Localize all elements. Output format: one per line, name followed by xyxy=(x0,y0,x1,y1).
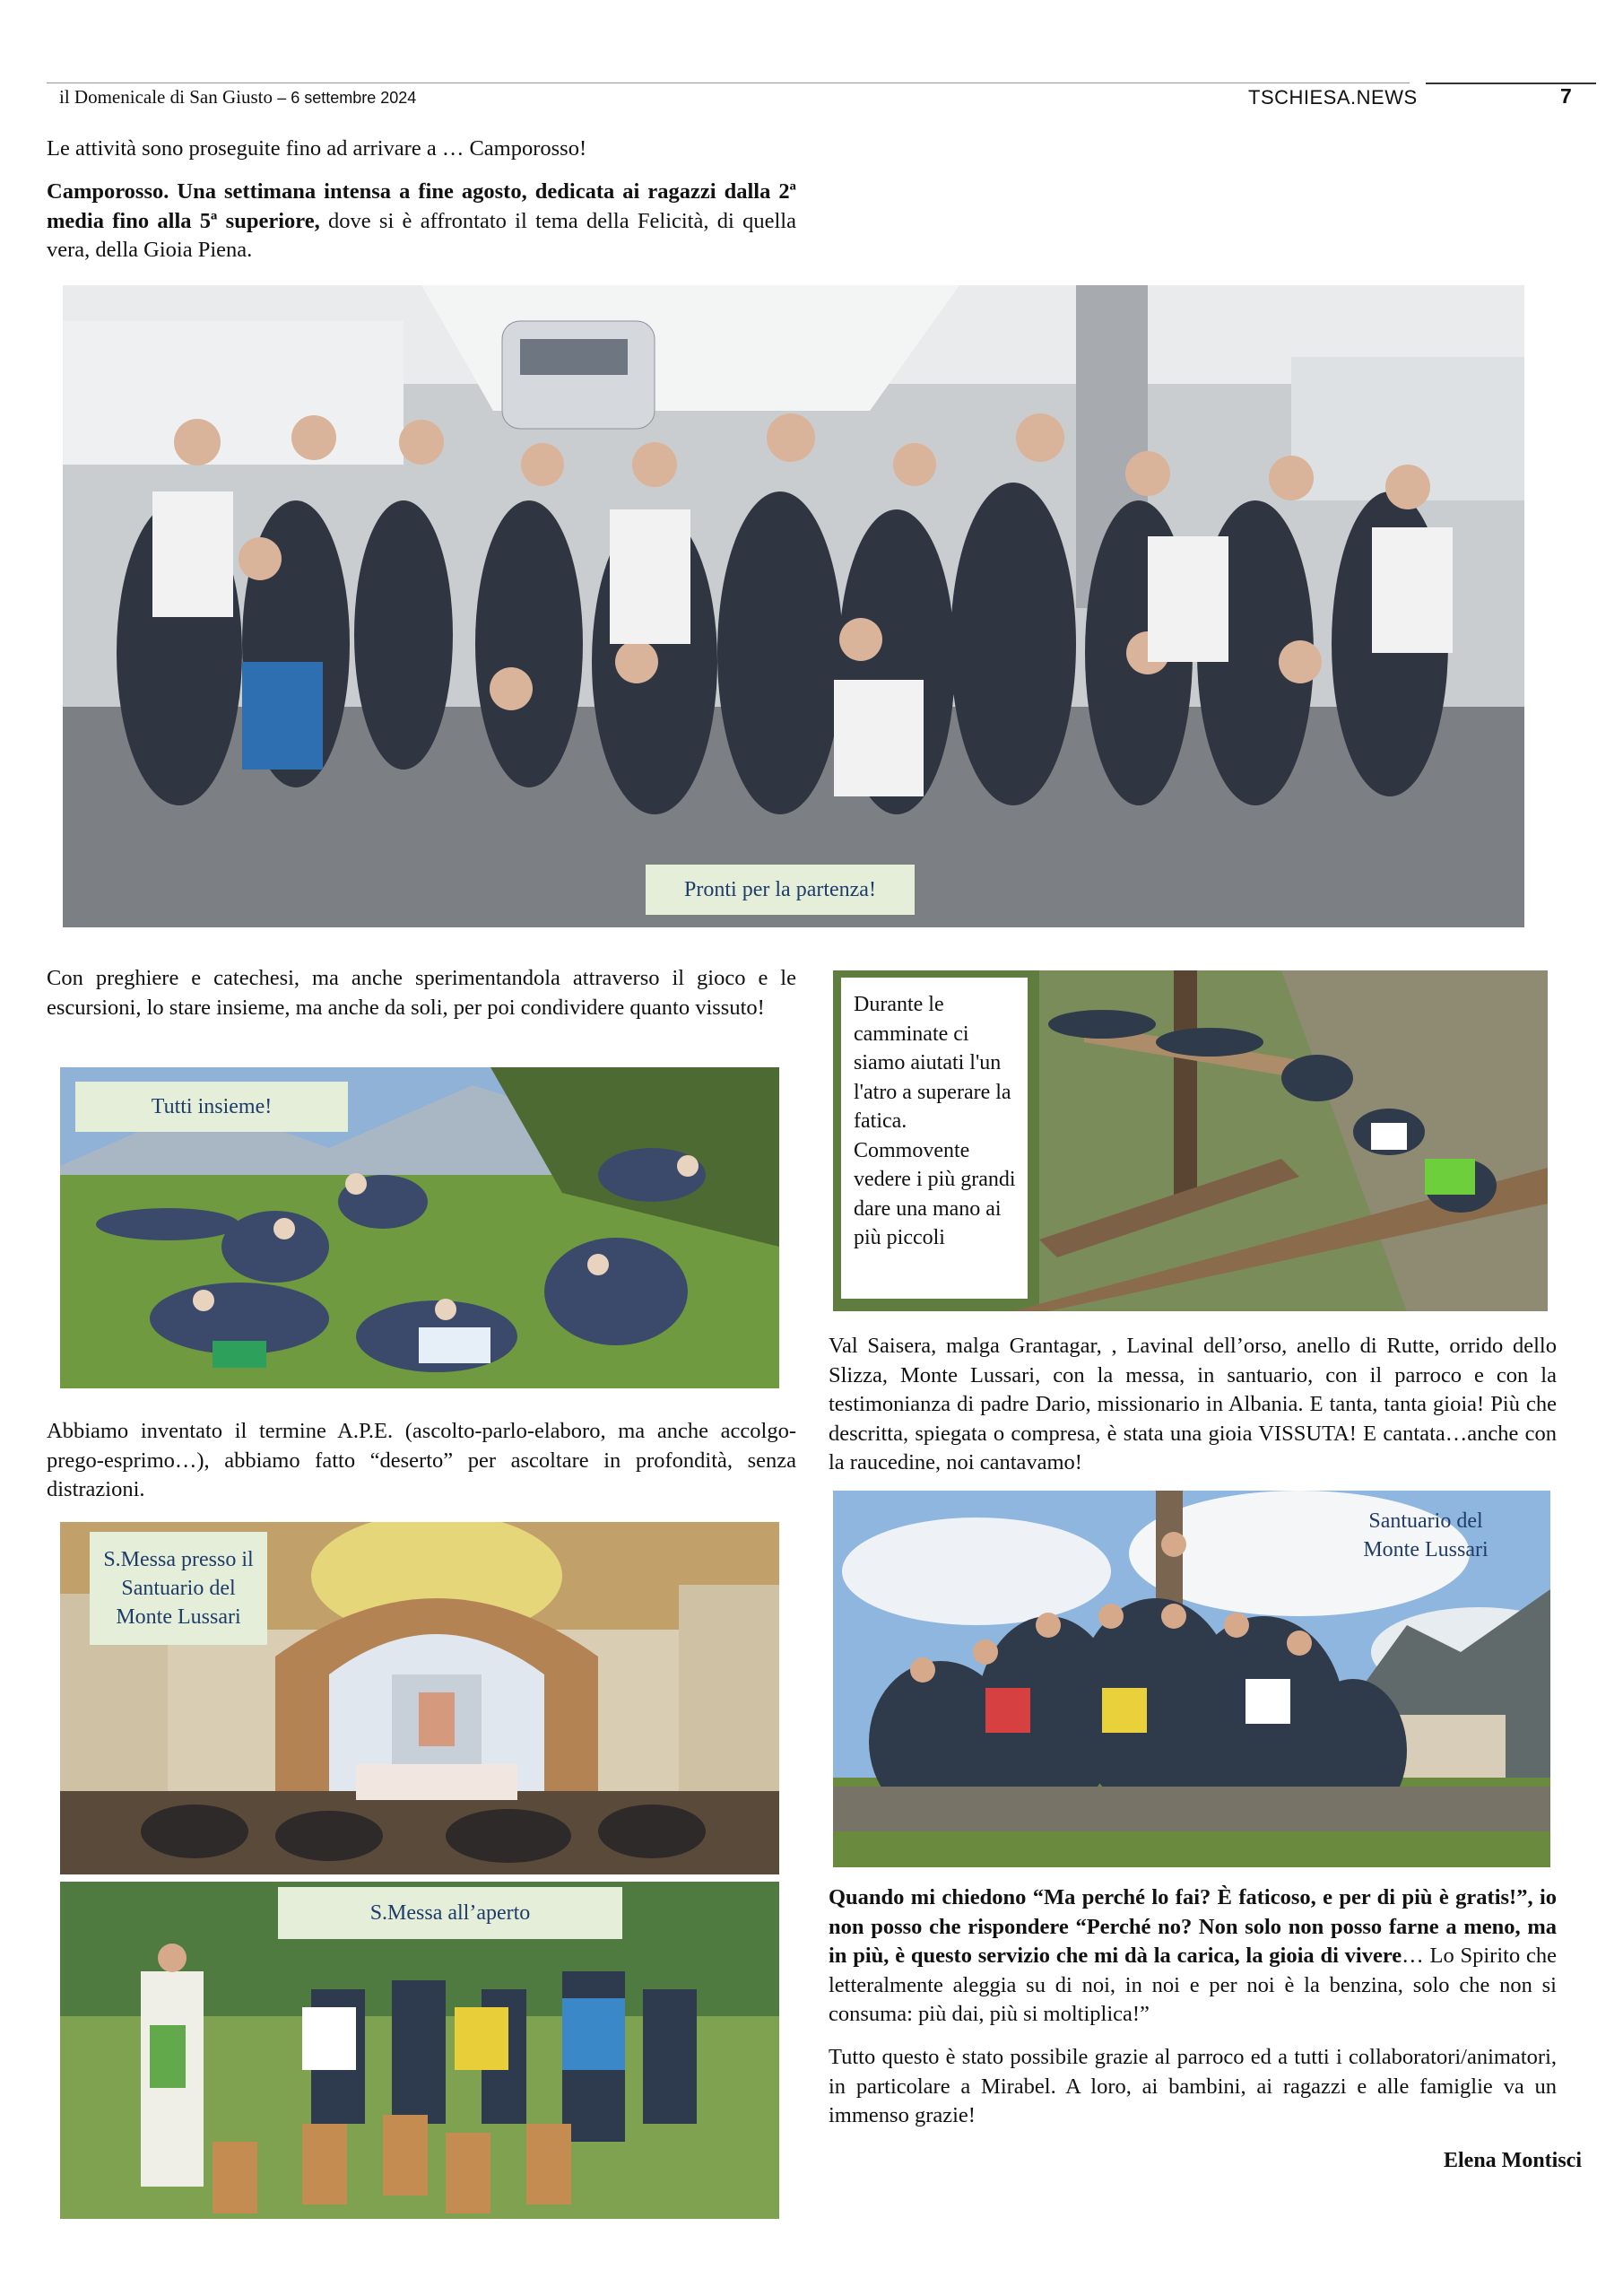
quote-rest: … Lo Spirito che letteralmente aleggia su di noi, in noi e per noi è la benzina, solo che non si consuma: più dai, più si moltiplica!” xyxy=(829,1944,1557,2026)
together-caption: Tutti insieme! xyxy=(75,1082,348,1132)
sanctuary-caption: Santuario del Monte Lussari xyxy=(1363,1509,1488,1561)
walk-caption: Durante le camminate ci siamo aiutati l'un l'atro a superare la fatica. Commovente vedere i più grandi dare una mano ai più piccoli xyxy=(841,978,1028,1299)
publication-name: il Domenicale di San Giusto xyxy=(59,86,273,108)
quote-paragraph xyxy=(829,1883,1557,2030)
ape-paragraph: Abbiamo inventato il termine A.P.E. (ascolto-parlo-elaboro, ma anche accolgo-prego-esprimo…), abbiamo fatto “deserto” per ascoltare in profondità, senza distrazioni. xyxy=(47,1419,796,1501)
intro-rest: dove si è affrontato il tema della Felicità, di quella vera, della Gioia Piena. xyxy=(47,208,796,262)
thanks-paragraph: Tutto questo è stato possibile grazie al parroco ed a tutti i collaboratori/animatori, in particolare a Mirabel. A loro, ai bambini, ai ragazzi e alle famiglie va un immenso grazie! xyxy=(829,2045,1557,2127)
places-paragraph: Val Saisera, malga Grantagar, , Lavinal dell’orso, anello di Rutte, orrido dello Slizza, Monte Lussari, con la messa, in santuario, con il parroco e con la testimonianza di padre Dario, missionario in Albania. E tanta, tanta gioia! Più che descritta, spiegata o compresa, è stata una gioia VISSUTA! E cantata…anche con la raucedine, noi cantavamo! xyxy=(829,1334,1557,1474)
prayer-paragraph: Con preghiere e catechesi, ma anche sperimentandola attraverso il gioco e le escursioni, lo stare insieme, ma anche da soli, per poi condividere quanto vissuto! xyxy=(47,966,796,1020)
page-number: 7 xyxy=(1560,84,1572,108)
station-group-photo xyxy=(63,285,1524,927)
intro-bold: Camporosso. Una settimana intensa a fine agosto, dedicata ai ragazzi dalla 2ª media fino alla 5ª superiore, xyxy=(47,179,796,233)
intro-paragraph xyxy=(47,178,796,265)
author-signature: Elena Montisci xyxy=(1444,2149,1582,2172)
site-name[interactable]: TSCHIESA.NEWS xyxy=(1248,86,1418,109)
quote-bold: Quando mi chiedono “Ma perché lo fai? È faticoso, e per di più è gratis!”, io non posso che rispondere “Perché no? Non solo non posso farne a meno, ma in più, è questo servizio che mi dà la carica, la gioia di vivere xyxy=(829,1885,1557,1968)
intro-lead: Le attività sono proseguite fino ad arrivare a … Camporosso! xyxy=(47,136,587,161)
publication-date: – 6 settembre 2024 xyxy=(277,89,417,107)
church-caption: S.Messa presso il Santuario del Monte Lussari xyxy=(90,1532,267,1645)
station-caption: Pronti per la partenza! xyxy=(646,865,915,915)
publication-title xyxy=(59,86,416,109)
outdoor-mass-caption: S.Messa all’aperto xyxy=(278,1887,622,1939)
